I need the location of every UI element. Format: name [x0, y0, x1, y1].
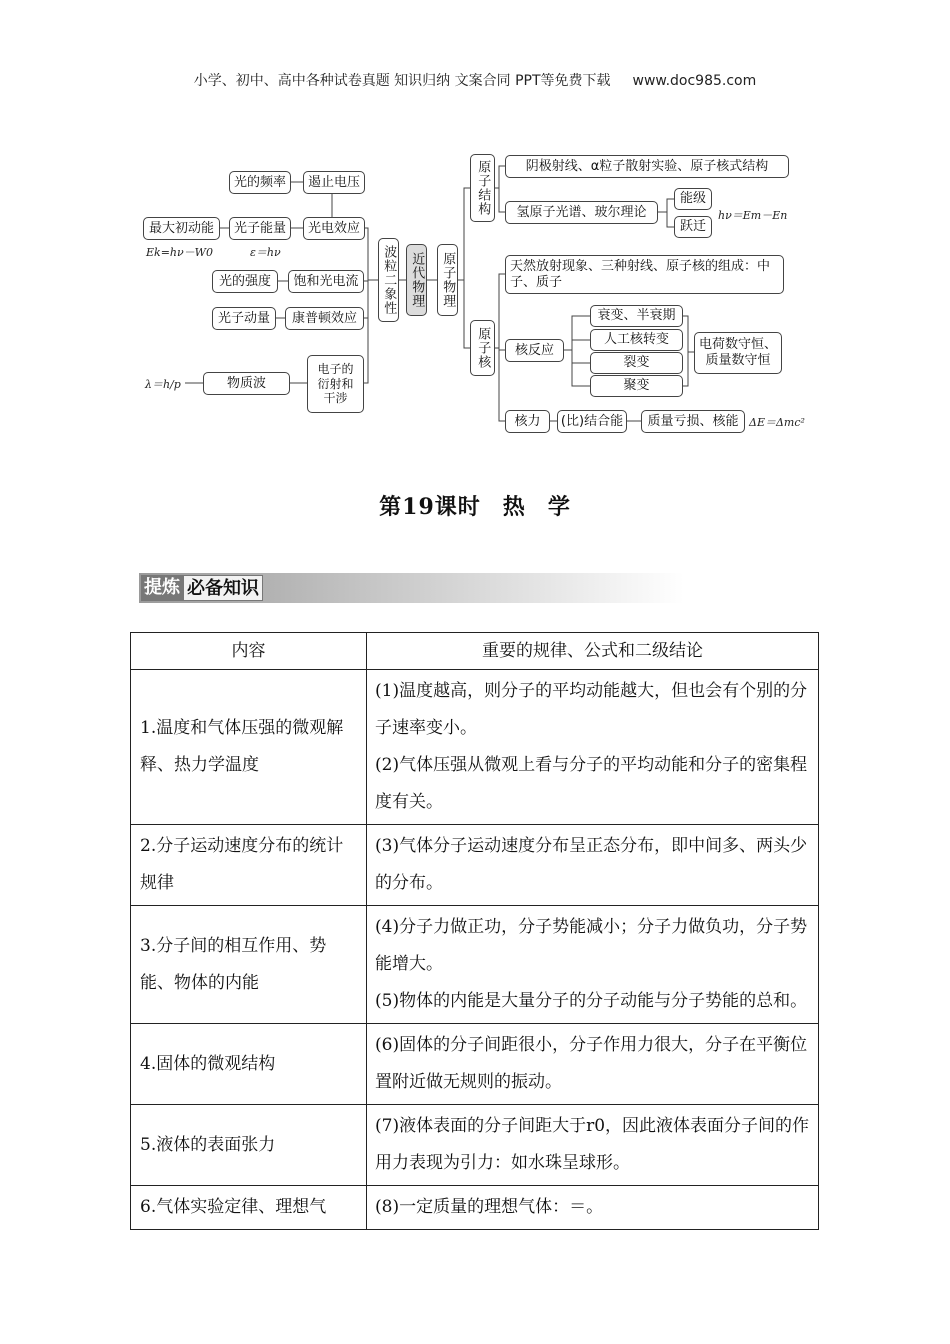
row-point: (7)液体表面的分子间距大于r0，因此液体表面分子间的作用力表现为引力：如水珠呈球形。 — [375, 1116, 810, 1173]
node-stopping-voltage: 遏止电压 — [303, 171, 365, 194]
node-saturation-current: 饱和光电流 — [288, 270, 364, 293]
node-light-intensity: 光的强度 — [212, 270, 278, 293]
node-wave-particle-duality: 波粒二象性 — [378, 238, 399, 322]
node-mass-defect: 质量亏损、核能 — [641, 410, 745, 433]
node-atomic-physics: 原子物理 — [437, 244, 458, 316]
node-binding-energy: (比)结合能 — [557, 410, 627, 433]
row-points — [367, 906, 819, 1024]
row-point: (6)固体的分子间距很小，分子作用力很大，分子在平衡位置附近做无规则的振动。 — [375, 1035, 808, 1092]
node-photon-momentum: 光子动量 — [212, 307, 276, 330]
node-fusion: 聚变 — [590, 375, 683, 397]
formula-hv: hν＝Em－En — [718, 209, 788, 222]
node-photon-energy: 光子能量 — [229, 217, 291, 240]
table-header-row — [131, 633, 819, 670]
knowledge-table — [130, 632, 819, 1230]
banner-part-a: 提炼 — [141, 575, 183, 601]
node-transition: 跃迁 — [674, 216, 712, 238]
node-conservation: 电荷数守恒、质量数守恒 — [694, 332, 782, 374]
row-topic: 4.固体的微观结构 — [131, 1024, 367, 1105]
node-fission: 裂变 — [590, 352, 683, 374]
header-text: 小学、初中、高中各种试卷真题 知识归纳 文案合同 PPT等免费下载 — [193, 73, 611, 89]
node-max-kinetic-energy: 最大初动能 — [143, 217, 220, 240]
node-nucleus: 原子核 — [470, 320, 495, 376]
table-row — [131, 825, 819, 906]
row-topic: 1.温度和气体压强的微观解释、热力学温度 — [131, 670, 367, 825]
lesson-title — [0, 490, 950, 521]
row-point: (5)物体的内能是大量分子的分子动能与分子势能的总和。 — [375, 991, 808, 1011]
row-point: (8)一定质量的理想气体：＝。 — [375, 1197, 604, 1217]
formula-emc2: ΔE＝Δmc² — [749, 416, 805, 429]
lesson-number: 第19课时 — [379, 494, 481, 520]
row-points — [367, 1024, 819, 1105]
row-topic: 2.分子运动速度分布的统计规律 — [131, 825, 367, 906]
node-artificial-transmutation: 人工核转变 — [590, 329, 683, 351]
node-hydrogen-spectrum: 氢原子光谱、玻尔理论 — [505, 201, 658, 224]
formula-ek: Ek=hν－W0 — [146, 246, 213, 259]
table-header-topic: 内容 — [131, 633, 367, 670]
table-row — [131, 1105, 819, 1186]
formula-epsilon: ε＝hν — [250, 246, 281, 259]
row-topic: 3.分子间的相互作用、势能、物体的内能 — [131, 906, 367, 1024]
node-light-frequency: 光的频率 — [229, 171, 291, 194]
row-point: (4)分子力做正功，分子势能减小；分子力做负功，分子势能增大。 — [375, 917, 808, 974]
row-topic: 5.液体的表面张力 — [131, 1105, 367, 1186]
node-energy-level: 能级 — [674, 188, 712, 210]
header-site: www.doc985.com — [632, 73, 757, 89]
row-points — [367, 1186, 819, 1230]
node-atom-structure: 原子结构 — [470, 154, 495, 222]
row-point: (3)气体分子运动速度分布呈正态分布，即中间多、两头少的分布。 — [375, 836, 808, 893]
row-point: (2)气体压强从微观上看与分子的平均动能和分子的密集程度有关。 — [375, 755, 808, 812]
row-topic: 6.气体实验定律、理想气 — [131, 1186, 367, 1230]
node-photoelectric-effect: 光电效应 — [303, 217, 365, 240]
banner-part-b: 必备知识 — [183, 575, 263, 601]
node-nuclear-reaction: 核反应 — [505, 339, 564, 362]
row-points — [367, 670, 819, 825]
node-nuclear-force: 核力 — [505, 410, 550, 433]
table-row — [131, 906, 819, 1024]
node-electron-diffraction: 电子的衍射和干涉 — [307, 355, 364, 413]
row-points — [367, 825, 819, 906]
node-cathode-ray: 阴极射线、α粒子散射实验、原子核式结构 — [505, 155, 789, 178]
row-point: (1)温度越高，则分子的平均动能越大，但也会有个别的分子速率变小。 — [375, 681, 808, 738]
lesson-topic-a: 热 — [502, 494, 526, 520]
node-matter-wave: 物质波 — [203, 372, 290, 395]
section-banner — [139, 573, 684, 603]
formula-lambda: λ＝h/p — [145, 378, 181, 391]
knowledge-map — [0, 0, 950, 460]
node-modern-physics: 近代物理 — [406, 244, 427, 316]
table-row — [131, 670, 819, 825]
lesson-topic-b: 学 — [547, 494, 571, 520]
node-compton-effect: 康普顿效应 — [285, 307, 364, 330]
node-decay: 衰变、半衰期 — [590, 305, 683, 327]
row-points — [367, 1105, 819, 1186]
table-row — [131, 1186, 819, 1230]
table-row — [131, 1024, 819, 1105]
node-radioactivity: 天然放射现象、三种射线、原子核的组成：中子、质子 — [505, 255, 784, 294]
table-header-rules: 重要的规律、公式和二级结论 — [367, 633, 819, 670]
